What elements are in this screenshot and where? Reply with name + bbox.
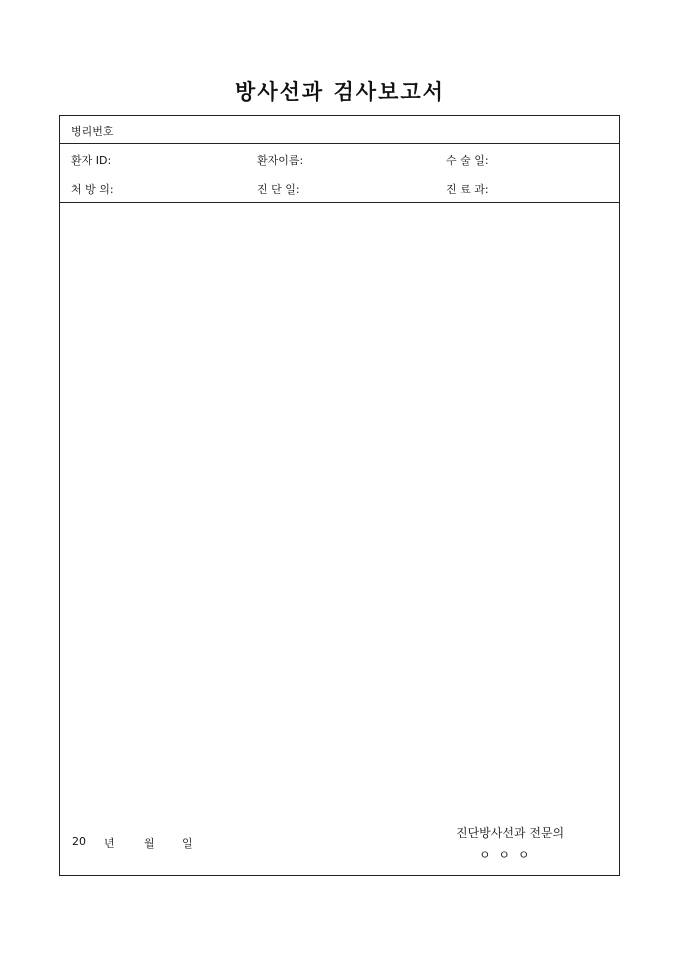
report-body[interactable] — [60, 203, 619, 823]
pathology-number-row — [60, 116, 619, 144]
diagnosis-date-label: 진 단 일: — [257, 183, 300, 196]
surgery-date-label: 수 술 일: — [446, 154, 489, 167]
signature-title: 진단방사선과 전문의 — [456, 826, 565, 840]
page-title: 방사선과 검사보고서 — [235, 79, 445, 104]
date-day-label: 일 — [182, 837, 193, 850]
patient-id-label: 환자 ID: — [71, 154, 112, 167]
patient-info-section — [60, 144, 619, 203]
date-year-label: 년 — [104, 837, 115, 850]
patient-name-label: 환자이름: — [257, 154, 304, 167]
department-label: 진 료 과: — [446, 183, 489, 196]
date-month-label: 월 — [144, 837, 155, 850]
report-form — [59, 115, 620, 876]
prescriber-label: 처 방 의: — [71, 183, 114, 196]
signature-name: ㅇ ㅇ ㅇ — [479, 848, 532, 862]
date-year-prefix: 20 — [72, 835, 86, 848]
pathology-number-label: 병리번호 — [71, 125, 114, 138]
